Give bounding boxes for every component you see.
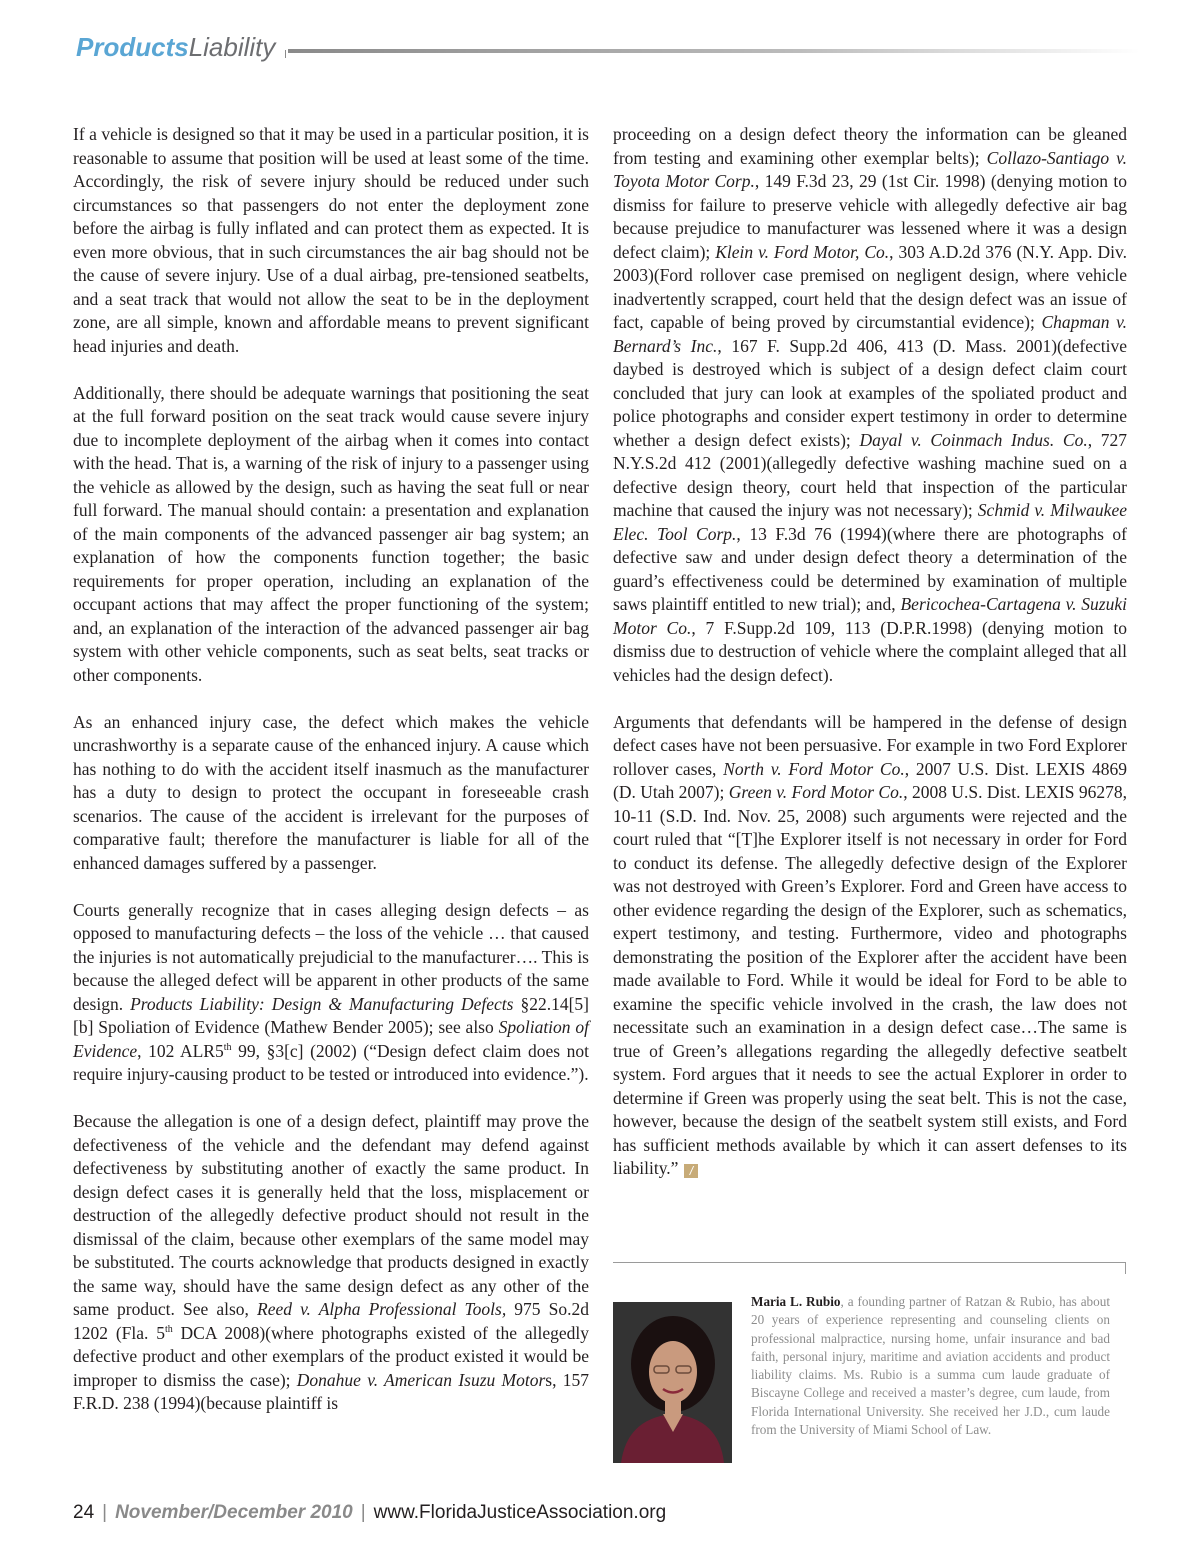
bio-divider [613, 1262, 1126, 1263]
citation: Donahue v. American Isuzu Motor [296, 1369, 546, 1390]
author-name: Maria L. Rubio [751, 1294, 841, 1309]
author-portrait-icon [613, 1302, 732, 1463]
text-run: §22.14[5][b] Spoliation of Evidence (Mathew Bender 2005); see also [73, 993, 589, 1037]
text-run: Courts generally recognize that in cases alleging design defects – as opposed to manufacturing defects – the loss of the vehicle … that caused the injuries is not automatically prejudicial to the manufacturer…. This is because the alleged defect will be apparent in other products of the same design. [73, 899, 589, 1014]
paragraph [613, 123, 1127, 687]
citation: Bericochea-Cartagena v. Suzuki Motor Co. [613, 594, 1127, 638]
page-header [76, 28, 1140, 72]
text-run: s, 157 F.R.D. 238 (1994)(because plaintiff is [73, 1369, 589, 1413]
header-rule [288, 49, 1140, 53]
citation: Chapman v. Bernard’s Inc. [613, 312, 1127, 356]
text-run: , 727 N.Y.S.2d 412 (2001)(allegedly defective washing machine sued on a defective design theory, court held that inspection of the particular machine that caused the injury was not necessary); [613, 429, 1127, 520]
footer-separator: | [102, 1502, 108, 1523]
issue-date: November/December 2010 [115, 1502, 353, 1523]
text-run: 975 So.2d 1202 (Fla. 5 [73, 1299, 590, 1343]
website-link[interactable]: www.FloridaJusticeAssociation.org [373, 1502, 667, 1523]
citation: Green v. Ford Motor Co. [728, 782, 904, 802]
fja-end-mark-icon: / [684, 1164, 698, 1178]
bio-text: , a founding partner of Ratzan & Rubio, has about 20 years of experience representing and counseling clients on professional malpractice, nursing home, unfair insurance and bad faith, personal injury, maritime and aviation accidents and product liability claims. Ms. Rubio is a summa cum laude graduate of Biscayne College and received a master’s degree, cum laude, from Florida International University. She received her J.D., cum laude from the University of Miami School of Law. [751, 1294, 1110, 1438]
citation: Collazo-Santiago v. Toyota Motor Corp. [613, 147, 1127, 191]
text-run: Arguments that defendants will be hampered in the defense of design defect cases have not been persuasive. For example in two Ford Explorer rollover cases, [613, 711, 1127, 779]
author-bio [751, 1293, 1110, 1439]
citation: Dayal v. Coinmach Indus. Co. [859, 429, 1088, 450]
text-run: 99, §3[c] (2002) (“Design defect claim does not require injury-causing product to be tested or introduced into evidence.”). [73, 1040, 589, 1084]
superscript: th [164, 1323, 173, 1335]
paragraph: As an enhanced injury case, the defect which makes the vehicle uncrashworthy is a separate cause of the enhanced injury. A cause which has nothing to do with the accident itself inasmuch as the manufacturer has a duty to design to protect the occupant in foreseeable crash scenarios. The cause of the accident is irrelevant for the purposes of comparative fault; therefore the manufacturer is liable for all of the enhanced damages suffered by a passenger. [73, 711, 589, 873]
text-run: , 303 A.D.2d 376 (N.Y. App. Div. 2003)(Ford rollover case premised on negligent design, where vehicle inadvertently scrapped, court held that the design defect was an issue of fact, capable of being proved by circumstantial evidence); [613, 241, 1127, 332]
text-run: , 2008 U.S. Dist. LEXIS 96278, 10-11 (S.D. Ind. Nov. 25, 2008) such arguments were rejected and the court ruled that “[T]he Explorer itself is not necessary in order for Ford to conduct its defense. The allegedly defective design of the Explorer was not destroyed with Green’s Explorer. Ford and Green have access to other evidence regarding the design of the Explorer, such as schematics, expert testimony, and testing. Furthermore, video and photographs demonstrating the position of the Explorer after the accident have been made available to Ford. While it would be ideal for Ford to be able to examine the specific vehicle involved in the crash, the law does not necessitate such an examination in a design defect case…The same is true of Green’s allegations regarding the allegedly defective seatbelt system. Ford argues that it needs to see the actual Explorer in order to determine if Green was properly using the seat belt. This is not the case, however, because the design of the seatbelt system still exists, and Ford has sufficient methods available by which it can assert defenses to its liability.” [613, 782, 1127, 1178]
paragraph [613, 711, 1127, 1181]
paragraph: If a vehicle is designed so that it may be used in a particular position, it is reasonable to assume that position will be used at least some of the time. Accordingly, the risk of severe injury should be reduced under such circumstances so that passengers do not enter the deployment zone before the airbag is fully inflated and can protect them as expected. It is even more obvious, that in such circumstances the air bag should not be the cause of severe injury. Use of a dual airbag, pre-tensioned seatbelts, and a seat track that would not allow the seat to be in the deployment zone, are all simple, known and affordable means to prevent significant head injuries and death. [73, 124, 589, 356]
section-brand [76, 30, 275, 64]
citation: Products Liability: Design & Manufacturing Defects [130, 993, 514, 1014]
text-run: proceeding on a design defect theory the information can be gleaned from testing and examining other exemplar belts); [613, 124, 1127, 168]
author-photo [613, 1302, 732, 1463]
right-column [613, 123, 1127, 1181]
citation: Schmid v. Milwaukee Elec. Tool Corp. [613, 500, 1127, 544]
citation: Spoliation of Evidence [73, 1017, 590, 1061]
text-run: , 149 F.3d 23, 29 (1st Cir. 1998) (denying motion to dismiss for failure to preserve vehicle with allegedly defective air bag because prejudice to manufacturer was lessened where it was a design defect claim); [613, 171, 1127, 262]
text-run: , 102 ALR5 [137, 1040, 224, 1061]
text-run: Because the allegation is one of a design defect, plaintiff may prove the defectiveness of the vehicle and the defendant may defend against defectiveness by substituting another of exactly the same product. In design defect cases it is generally held that the loss, misplacement or destruction of the allegedly defective product should not result in the dismissal of the claim, because other exemplars of the same model may be substituted. The courts acknowledge that products designed in exactly the same way, should have the same design defect as any other of the same product. See also, [73, 1111, 589, 1319]
text-run: , 2007 U.S. Dist. LEXIS 4869 (D. Utah 2007); [613, 758, 1127, 802]
page-footer [73, 1500, 666, 1526]
left-column [73, 123, 589, 1416]
citation: Reed v. Alpha Professional Tools, [257, 1299, 507, 1319]
paragraph [73, 899, 589, 1087]
citation: Klein v. Ford Motor, Co. [715, 241, 890, 262]
text-run: , 7 F.Supp.2d 109, 113 (D.P.R.1998) (denying motion to dismiss due to destruction of vehicle where the complaint alleged that all vehicles had the design defect). [613, 617, 1127, 685]
section-brand-light: Liability [188, 32, 276, 62]
text-run: , 13 F.3d 76 (1994)(where there are photographs of defective saw and under design defect theory a determination of the guard’s effectiveness could be determined by examination of multiple saws plaintiff entitled to new trial); and, [613, 523, 1128, 614]
footer-separator: | [360, 1502, 366, 1523]
citation: North v. Ford Motor Co. [723, 758, 905, 779]
section-brand-bold: Products [76, 32, 189, 62]
paragraph: Additionally, there should be adequate warnings that positioning the seat at the full forward position on the seat track would cause severe injury due to incomplete deployment of the airbag when it comes into contact with the head. That is, a warning of the risk of injury to a passenger using the vehicle as allowed by the design, such as having the seat full or near full forward. The manual should contain: a presentation and explanation of the main components of the advanced passenger air bag system; an explanation of how the components function together; the basic requirements for proper operation, including an explanation of the occupant actions that may affect the proper functioning of the system; and, an explanation of the interaction of the advanced passenger air bag system with other vehicle components, such as seat belts, seat tracks or other components. [73, 382, 589, 685]
superscript: th [223, 1041, 232, 1053]
header-tick [285, 50, 286, 58]
text-run: DCA 2008)(where photographs existed of the allegedly defective product and other exemplars of the product existed it would be improper to dismiss the case); [73, 1322, 589, 1390]
bio-divider-tick [1125, 1262, 1126, 1274]
paragraph [73, 1110, 589, 1416]
page-number: 24 [73, 1502, 95, 1523]
text-run: , 167 F. Supp.2d 406, 413 (D. Mass. 2001)(defective daybed is destroyed which is subject of a design defect claim court concluded that jury can look at examples of the spoliated product and police photographs and consider expert testimony in order to determine whether a design defect exists); [613, 335, 1127, 450]
